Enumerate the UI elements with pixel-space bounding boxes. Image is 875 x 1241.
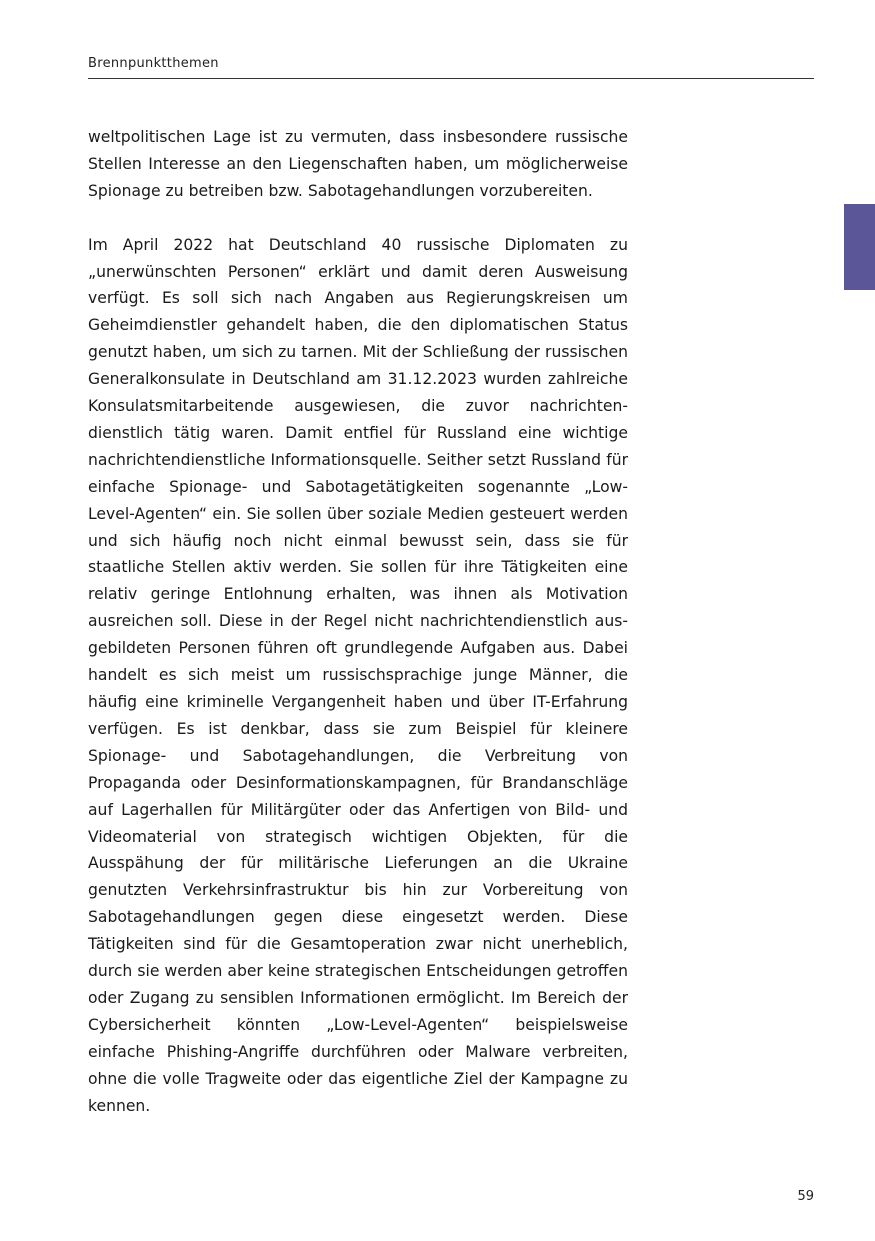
paragraph-1: weltpolitischen Lage ist zu vermuten, dass insbesondere russische Stellen Interesse an den Liegenschaften haben, um möglicherweise Spionage zu betreiben bzw. Sabotagehandlungen vorzubereiten. xyxy=(88,128,628,200)
header-rule xyxy=(88,78,814,79)
page-number: 59 xyxy=(797,1189,814,1204)
body-text xyxy=(88,124,628,1120)
paragraph-2: Im April 2022 hat Deutschland 40 russische Diplomaten zu „unerwünschten Personen“ erklärt und damit deren Ausweisung verfügt. Es soll sich nach Angaben aus Regierungskreisen um Geheimdienstler gehandelt haben, die den diplomatischen Status genutzt haben, um sich zu tarnen. Mit der Schließung der russischen Generalkonsulate in Deutschland am 31.12.2023 wurden zahlreiche Konsulatsmitarbeitende ausgewiesen, die zuvor nachrichtendienstlich tätig waren. Damit entfiel für Russland eine wichtige nachrichtendienstliche Informationsquelle. Seither setzt Russland für einfache Spionage- und Sabotagetätigkeiten sogenannte „Low-Level-Agenten“ ein. Sie sollen über soziale Medien gesteuert werden und sich häufig noch nicht einmal bewusst sein, dass sie für staatliche Stellen aktiv werden. Sie sollen für ihre Tätigkeiten eine relativ geringe Entlohnung erhalten, was ihnen als Motivation ausreichen soll. Diese in der Regel nicht nachrichtendienstlich ausgebildeten Personen führen oft grundlegende Aufgaben aus. Dabei handelt es sich meist um russischsprachige junge Männer, die häufig eine kriminelle Vergangenheit haben und über IT-Erfahrung verfügen. Es ist denkbar, dass sie zum Beispiel für kleinere Spionage- und Sabotagehandlungen, die Verbreitung von Propaganda oder Desinformationskampagnen, für Brandanschläge auf Lagerhallen für Militärgüter oder das Anfertigen von Bild- und Videomaterial von strategisch wichtigen Objekten, für die Ausspähung der für militärische Lieferungen an die Ukraine genutzten Verkehrsinfrastruktur bis hin zur Vorbereitung von Sabotagehandlungen gegen diese eingesetzt werden. Diese Tätigkeiten sind für die Gesamtoperation zwar nicht unerheblich, durch sie werden aber keine strategischen Entscheidungen getroffen oder Zugang zu sensiblen Informationen ermöglicht. Im Bereich der Cybersicherheit könnten „Low-Level-Agenten“ beispielsweise einfache Phishing-Angriffe durchführen oder Malware verbreiten, ohne die volle Tragweite oder das eigentliche Ziel der Kampagne zu kennen. xyxy=(88,235,628,1115)
chapter-tab-marker xyxy=(844,204,875,290)
running-header: Brennpunktthemen xyxy=(88,56,219,71)
